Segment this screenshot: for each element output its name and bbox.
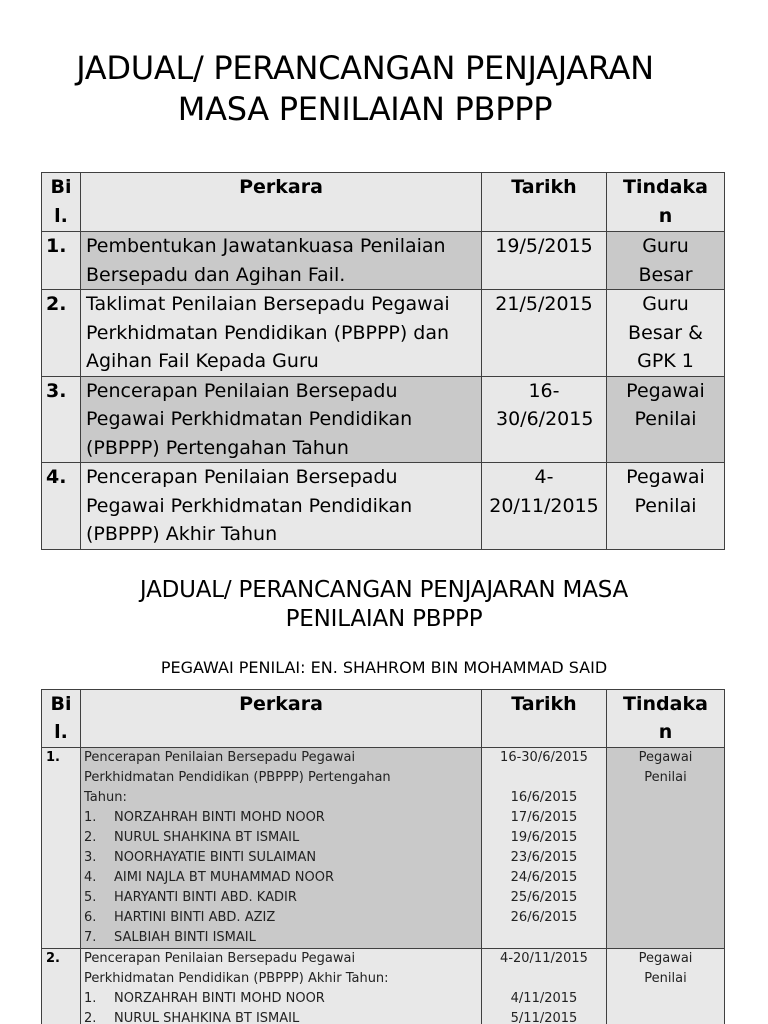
title-line-1: JADUAL/ PERANCANGAN PENJAJARAN MASA xyxy=(139,577,629,603)
header-tarikh: Tarikh xyxy=(482,690,607,748)
assessor-label: PEGAWAI PENILAI: EN. SHAHROM BIN MOHAMMAD SAID xyxy=(160,658,608,677)
row-tindakan: Guru Besar xyxy=(607,232,725,290)
date-item: 25/6/2015 xyxy=(510,890,578,905)
row-perkara: Pencerapan Penilaian Bersepadu Pegawai Perkhidmatan Pendidikan (PBPPP) Akhir Tahun: 1. NORZAHRAH BINTI MOHD NOOR 2. NURUL SHAHKINA BT ISMAIL xyxy=(81,949,482,1024)
list-item: 5. HARYANTI BINTI ABD. KADIR xyxy=(84,890,297,905)
table-header-row xyxy=(42,173,725,232)
date-item: 23/6/2015 xyxy=(510,850,578,865)
row-perkara: Pencerapan Penilaian Bersepadu Pegawai Perkhidmatan Pendidikan (PBPPP) Akhir Tahun xyxy=(81,463,482,550)
list-item: 7. SALBIAH BINTI ISMAIL xyxy=(84,930,256,945)
row-perkara: Taklimat Penilaian Bersepadu Pegawai Perkhidmatan Pendidikan (PBPPP) dan Agihan Fail Kepada Guru xyxy=(81,290,482,377)
header-bil: Bi l. xyxy=(42,173,81,232)
date-item: 4/11/2015 xyxy=(510,991,578,1006)
header-tindakan: Tindaka n xyxy=(607,690,725,748)
title-line-1: JADUAL/ PERANCANGAN PENJAJARAN xyxy=(76,49,654,87)
date-item: 26/6/2015 xyxy=(510,910,578,925)
row-tindakan: Guru Besar & GPK 1 xyxy=(607,290,725,377)
table-row xyxy=(42,232,725,290)
list-item: 3. NOORHAYATIE BINTI SULAIMAN xyxy=(84,850,317,865)
schedule-table xyxy=(41,172,725,550)
list-item: 2. NURUL SHAHKINA BT ISMAIL xyxy=(84,830,300,845)
table-row xyxy=(42,290,725,377)
table-row xyxy=(42,376,725,463)
date-item: 5/11/2015 xyxy=(510,1011,578,1024)
row-perkara: Pencerapan Penilaian Bersepadu Pegawai Perkhidmatan Pendidikan (PBPPP) Pertengahan Tahun: 1. NORZAHRAH BINTI MOHD NOOR 2. NURUL SHAHKINA BT ISMAIL 3. NOORHAYATIE BINTI SULAIMAN 4. AIMI NAJLA BT MUHAMMAD NOOR 5. HARYANTI BINTI ABD. KADIR 6. HARTINI BINTI ABD. AZIZ 7. SALBIAH BINTI ISMAIL xyxy=(81,748,482,949)
header-bil: Bi l. xyxy=(42,690,81,748)
table-row xyxy=(42,748,725,949)
assessment-table xyxy=(41,689,725,1024)
row-number: 1. xyxy=(42,748,81,949)
table-header-row xyxy=(42,690,725,748)
date-item: 16/6/2015 xyxy=(510,790,578,805)
date-item: 17/6/2015 xyxy=(510,810,578,825)
row-tindakan: Pegawai Penilai xyxy=(607,748,725,949)
row-tarikh: 19/5/2015 xyxy=(482,232,607,290)
list-item: 2. NURUL SHAHKINA BT ISMAIL xyxy=(84,1011,300,1024)
slide-2 xyxy=(0,576,768,1024)
header-tindakan: Tindaka n xyxy=(607,173,725,232)
teacher-list xyxy=(84,808,481,948)
row-tarikh: 4-20/11/2015 xyxy=(482,463,607,550)
row-tarikh: 16-30/6/2015 xyxy=(482,376,607,463)
row-number: 2. xyxy=(42,290,81,377)
header-perkara: Perkara xyxy=(81,690,482,748)
row-number: 3. xyxy=(42,376,81,463)
row-number: 2. xyxy=(42,949,81,1024)
teacher-list xyxy=(84,989,481,1024)
row-tarikh: 21/5/2015 xyxy=(482,290,607,377)
date-item: 24/6/2015 xyxy=(510,870,578,885)
row-tarikh: 16-30/6/2015 16/6/2015 17/6/2015 19/6/2015 23/6/2015 24/6/2015 25/6/2015 26/6/2015 xyxy=(482,748,607,949)
table-row xyxy=(42,949,725,1024)
list-item: 1. NORZAHRAH BINTI MOHD NOOR xyxy=(84,810,325,825)
row-number: 4. xyxy=(42,463,81,550)
table-row xyxy=(42,463,725,550)
list-item: 1. NORZAHRAH BINTI MOHD NOOR xyxy=(84,991,325,1006)
row-tarikh: 4-20/11/2015 4/11/2015 5/11/2015 xyxy=(482,949,607,1024)
title-line-2: PENILAIAN PBPPP xyxy=(285,606,483,632)
date-item: 19/6/2015 xyxy=(510,830,578,845)
header-perkara: Perkara xyxy=(81,173,482,232)
row-tindakan: Pegawai Penilai xyxy=(607,463,725,550)
row-perkara: Pembentukan Jawatankuasa Penilaian Bersepadu dan Agihan Fail. xyxy=(81,232,482,290)
row-perkara: Pencerapan Penilaian Bersepadu Pegawai Perkhidmatan Pendidikan (PBPPP) Pertengahan Tahun xyxy=(81,376,482,463)
slide-1-title xyxy=(0,48,730,130)
row-tindakan: Pegawai Penilai xyxy=(607,376,725,463)
row-tindakan: Pegawai Penilai xyxy=(607,949,725,1024)
list-item: 4. AIMI NAJLA BT MUHAMMAD NOOR xyxy=(84,870,335,885)
slide-2-title xyxy=(0,576,768,634)
list-item: 6. HARTINI BINTI ABD. AZIZ xyxy=(84,910,276,925)
header-tarikh: Tarikh xyxy=(482,173,607,232)
row-number: 1. xyxy=(42,232,81,290)
title-line-2: MASA PENILAIAN PBPPP xyxy=(177,90,553,128)
